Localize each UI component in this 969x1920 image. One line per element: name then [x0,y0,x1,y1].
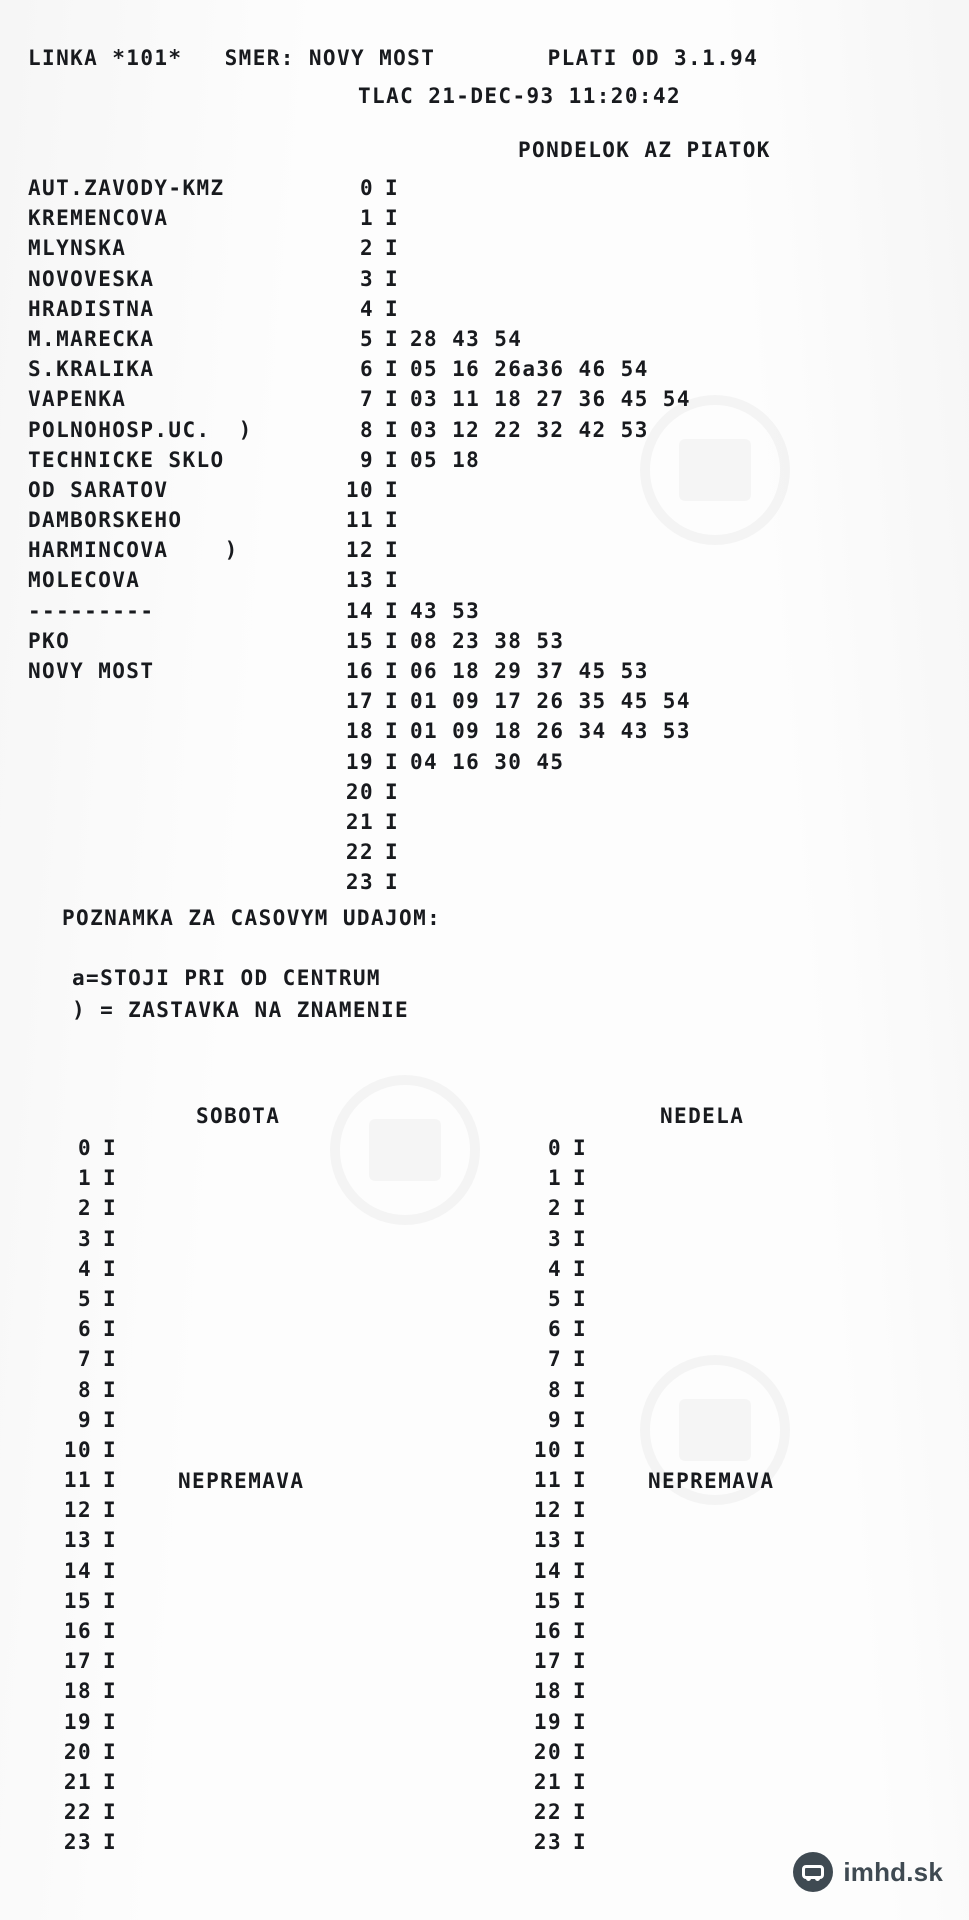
list-item [58,1319,128,1349]
stop-name: VAPENKA [28,387,127,412]
list-item [58,1226,128,1259]
list-item [58,1286,128,1319]
hour-cell: 20 [345,779,374,804]
minutes-cell: 06 18 29 37 45 53 [410,659,649,683]
note-request-stop: ) = ZASTAVKA NA ZNAMENIE [72,998,410,1022]
list-item [58,1802,128,1832]
row-separator-glyph: I [572,1800,588,1825]
minutes-cell: 05 16 26a36 46 54 [410,357,649,382]
list-item [528,1437,598,1470]
row-separator-glyph: I [102,1679,118,1704]
hour-cell: 6 [359,357,374,382]
hour-cell: 17 [63,1649,92,1674]
hour-cell: 12 [533,1498,562,1523]
table-row [28,417,691,450]
row-separator-glyph: I [572,1830,588,1855]
list-item [528,1349,598,1379]
stop-name: S.KRALIKA [28,357,155,382]
hour-cell: 0 [547,1136,562,1160]
stop-name: HARMINCOVA ) [28,538,239,563]
hour-cell: 2 [77,1196,92,1221]
hour-cell: 21 [63,1769,92,1794]
hour-cell: 19 [63,1709,92,1734]
hour-cell: 20 [533,1739,562,1764]
stop-name: AUT.ZAVODY-KMZ [28,176,225,200]
row-separator-glyph: I [102,1800,118,1825]
list-item [528,1500,598,1530]
table-row [28,266,691,299]
stop-name: M.MARECKA [28,326,155,351]
row-separator-glyph: I [572,1317,588,1342]
hour-cell: 11 [533,1468,562,1493]
weekday-table [28,178,691,903]
table-row [28,540,691,570]
list-item [58,1739,128,1772]
hour-cell: 1 [359,206,374,231]
row-separator-glyph: I [102,1256,118,1281]
hour-cell: 19 [345,749,374,774]
hour-cell: 4 [77,1256,92,1281]
row-separator-glyph: I [572,1649,588,1674]
row-separator-glyph: I [102,1709,118,1734]
list-item [58,1437,128,1470]
table-row [28,809,691,842]
hour-cell: 4 [547,1256,562,1281]
table-row [28,570,691,600]
row-separator-glyph: I [572,1347,588,1372]
hour-cell: 10 [345,477,374,502]
hour-cell: 18 [533,1679,562,1704]
list-item [58,1198,128,1228]
hour-cell: 2 [359,236,374,261]
hour-cell: 13 [63,1528,92,1553]
list-item [58,1349,128,1379]
table-row [28,661,691,691]
row-separator-glyph: I [102,1619,118,1643]
row-separator-glyph: I [384,176,400,200]
hour-cell: 22 [533,1800,562,1825]
row-separator-glyph: I [384,809,400,834]
table-row [28,326,691,359]
list-item [58,1558,128,1591]
minutes-cell: 01 09 18 26 34 43 53 [410,719,691,744]
hour-cell: 14 [345,598,374,623]
hour-cell: 16 [63,1619,92,1643]
stop-name: DAMBORSKEHO [28,508,183,533]
hour-cell: 14 [63,1558,92,1583]
imhd-logo [793,1852,943,1892]
row-separator-glyph: I [572,1588,588,1613]
row-separator-glyph: I [384,628,400,653]
row-separator-glyph: I [102,1739,118,1764]
hour-cell: 18 [345,719,374,744]
stop-name: POLNOHOSP.UC. ) [28,417,253,442]
hour-cell: 10 [533,1437,562,1462]
list-item [528,1198,598,1228]
row-separator-glyph: I [572,1377,588,1402]
list-item [58,1832,128,1862]
row-separator-glyph: I [572,1498,588,1523]
stop-name: KREMENCOVA [28,206,169,231]
hour-cell: 3 [77,1226,92,1251]
hour-cell: 6 [547,1317,562,1342]
stop-name: HRADISTNA [28,296,155,321]
list-item [528,1769,598,1802]
hour-cell: 5 [359,326,374,351]
hour-cell: 15 [533,1588,562,1613]
hour-cell: 7 [547,1347,562,1372]
table-row [28,208,691,238]
row-separator-glyph: I [102,1226,118,1251]
notes-title: POZNAMKA ZA CASOVYM UDAJOM: [62,906,442,930]
list-item [58,1709,128,1742]
stop-name: --------- [28,598,155,623]
row-separator-glyph: I [102,1286,118,1311]
row-separator-glyph: I [384,538,400,563]
list-item [58,1138,128,1168]
table-row [28,749,691,782]
hour-cell: 11 [345,508,374,533]
row-separator-glyph: I [384,568,400,593]
row-separator-glyph: I [384,326,400,351]
list-item [58,1407,128,1440]
hour-cell: 0 [359,176,374,200]
table-row [28,872,691,902]
hour-cell: 10 [63,1437,92,1462]
list-item [528,1651,598,1681]
list-item [528,1802,598,1832]
table-row [28,447,691,480]
table-row [28,178,691,208]
row-separator-glyph: I [572,1286,588,1311]
table-row [28,721,691,751]
hour-cell: 21 [533,1769,562,1794]
hour-cell: 20 [63,1739,92,1764]
list-item [58,1470,128,1500]
row-separator-glyph: I [102,1558,118,1583]
print-timestamp-line: TLAC 21-DEC-93 11:20:42 [358,84,681,108]
table-row [28,389,691,419]
list-item [58,1588,128,1621]
list-item [528,1168,598,1198]
list-item [58,1530,128,1560]
row-separator-glyph: I [384,749,400,774]
imhd-logo-icon [793,1852,833,1892]
hour-cell: 23 [533,1830,562,1855]
row-separator-glyph: I [572,1528,588,1553]
stop-name: OD SARATOV [28,477,169,502]
row-separator-glyph: I [384,387,400,412]
list-item [528,1709,598,1742]
hour-cell: 12 [345,538,374,563]
list-item [528,1377,598,1410]
hour-cell: 13 [533,1528,562,1553]
stop-name: MLYNSKA [28,236,127,261]
minutes-cell: 08 23 38 53 [410,628,565,653]
list-item [528,1138,598,1168]
list-item [528,1226,598,1259]
row-separator-glyph: I [102,1830,118,1855]
row-separator-glyph: I [384,266,400,291]
list-item [528,1407,598,1440]
row-separator-glyph: I [102,1769,118,1794]
hour-cell: 1 [77,1166,92,1191]
table-row [28,842,691,872]
hour-cell: 23 [345,870,374,895]
row-separator-glyph: I [102,1437,118,1462]
saturday-no-service-label: NEPREMAVA [178,1469,305,1493]
row-separator-glyph: I [572,1468,588,1493]
hour-cell: 9 [359,447,374,472]
row-separator-glyph: I [572,1619,588,1643]
row-separator-glyph: I [572,1166,588,1191]
list-item [528,1588,598,1621]
hour-cell: 22 [345,840,374,865]
minutes-cell: 01 09 17 26 35 45 54 [410,689,691,714]
list-item [528,1832,598,1862]
list-item [528,1558,598,1591]
hour-cell: 11 [63,1468,92,1493]
hour-cell: 9 [547,1407,562,1432]
table-row [28,477,691,510]
hour-cell: 8 [547,1377,562,1402]
table-row [28,296,691,329]
list-item [58,1500,128,1530]
hour-cell: 19 [533,1709,562,1734]
row-separator-glyph: I [384,357,400,382]
hour-cell: 4 [359,296,374,321]
hour-cell: 16 [345,659,374,683]
table-row [28,598,691,631]
stop-name: NOVOVESKA [28,266,155,291]
hour-cell: 8 [77,1377,92,1402]
row-separator-glyph: I [384,206,400,231]
list-item [58,1256,128,1289]
row-separator-glyph: I [102,1317,118,1342]
table-row [28,238,691,268]
sunday-section-title: NEDELA [660,1104,745,1128]
row-separator-glyph: I [572,1256,588,1281]
stop-name: MOLECOVA [28,568,141,593]
row-separator-glyph: I [384,477,400,502]
row-separator-glyph: I [572,1739,588,1764]
row-separator-glyph: I [384,779,400,804]
row-separator-glyph: I [102,1166,118,1191]
list-item [528,1530,598,1560]
hour-cell: 7 [77,1347,92,1372]
imhd-logo-text: imhd.sk [843,1856,943,1887]
stop-name: NOVY MOST [28,659,155,683]
row-separator-glyph: I [572,1709,588,1734]
row-separator-glyph: I [384,840,400,865]
weekday-section-title: PONDELOK AZ PIATOK [518,138,771,162]
table-row [28,359,691,389]
row-separator-glyph: I [384,659,400,683]
list-item [58,1621,128,1651]
row-separator-glyph: I [384,598,400,623]
hour-cell: 3 [547,1226,562,1251]
hour-cell: 1 [547,1166,562,1191]
hour-cell: 5 [77,1286,92,1311]
minutes-cell: 03 11 18 27 36 45 54 [410,387,691,412]
row-separator-glyph: I [572,1196,588,1221]
row-separator-glyph: I [384,719,400,744]
hour-cell: 15 [345,628,374,653]
row-separator-glyph: I [384,417,400,442]
row-separator-glyph: I [384,236,400,261]
minutes-cell: 05 18 [410,447,481,472]
hour-cell: 3 [359,266,374,291]
table-row [28,779,691,812]
list-item [528,1256,598,1289]
note-center-stop: a=STOJI PRI OD CENTRUM [72,966,381,990]
sunday-table [528,1138,598,1863]
hour-cell: 12 [63,1498,92,1523]
hour-cell: 23 [63,1830,92,1855]
hour-cell: 14 [533,1558,562,1583]
hour-cell: 0 [77,1136,92,1160]
list-item [528,1739,598,1772]
list-item [528,1286,598,1319]
list-item [58,1681,128,1711]
timetable-header-line: LINKA *101* SMER: NOVY MOST PLATI OD 3.1.94 [28,46,759,70]
row-separator-glyph: I [102,1377,118,1402]
row-separator-glyph: I [572,1679,588,1704]
row-separator-glyph: I [384,870,400,895]
saturday-table [58,1138,128,1863]
row-separator-glyph: I [572,1769,588,1794]
hour-cell: 6 [77,1317,92,1342]
stop-name: PKO [28,628,71,653]
row-separator-glyph: I [572,1558,588,1583]
minutes-cell: 03 12 22 32 42 53 [410,417,649,442]
row-separator-glyph: I [572,1226,588,1251]
list-item [58,1769,128,1802]
table-row [28,691,691,721]
list-item [528,1319,598,1349]
hour-cell: 16 [533,1619,562,1643]
hour-cell: 22 [63,1800,92,1825]
hour-cell: 21 [345,809,374,834]
row-separator-glyph: I [102,1498,118,1523]
hour-cell: 13 [345,568,374,593]
hour-cell: 5 [547,1286,562,1311]
list-item [528,1470,598,1500]
hour-cell: 8 [359,417,374,442]
hour-cell: 17 [533,1649,562,1674]
list-item [528,1681,598,1711]
row-separator-glyph: I [102,1407,118,1432]
list-item [58,1168,128,1198]
minutes-cell: 04 16 30 45 [410,749,565,774]
table-row [28,628,691,661]
row-separator-glyph: I [102,1588,118,1613]
minutes-cell: 43 53 [410,598,481,623]
row-separator-glyph: I [572,1407,588,1432]
hour-cell: 15 [63,1588,92,1613]
row-separator-glyph: I [102,1196,118,1221]
stop-name: TECHNICKE SKLO [28,447,225,472]
hour-cell: 7 [359,387,374,412]
row-separator-glyph: I [102,1468,118,1493]
row-separator-glyph: I [384,508,400,533]
row-separator-glyph: I [572,1136,588,1160]
minutes-cell: 28 43 54 [410,326,523,351]
hour-cell: 17 [345,689,374,714]
row-separator-glyph: I [102,1347,118,1372]
row-separator-glyph: I [102,1136,118,1160]
row-separator-glyph: I [384,296,400,321]
list-item [58,1377,128,1410]
list-item [528,1621,598,1651]
sunday-no-service-label: NEPREMAVA [648,1469,775,1493]
hour-cell: 2 [547,1196,562,1221]
saturday-section-title: SOBOTA [196,1104,281,1128]
row-separator-glyph: I [384,447,400,472]
row-separator-glyph: I [102,1649,118,1674]
row-separator-glyph: I [102,1528,118,1553]
table-row [28,510,691,540]
list-item [58,1651,128,1681]
hour-cell: 9 [77,1407,92,1432]
hour-cell: 18 [63,1679,92,1704]
row-separator-glyph: I [572,1437,588,1462]
row-separator-glyph: I [384,689,400,714]
